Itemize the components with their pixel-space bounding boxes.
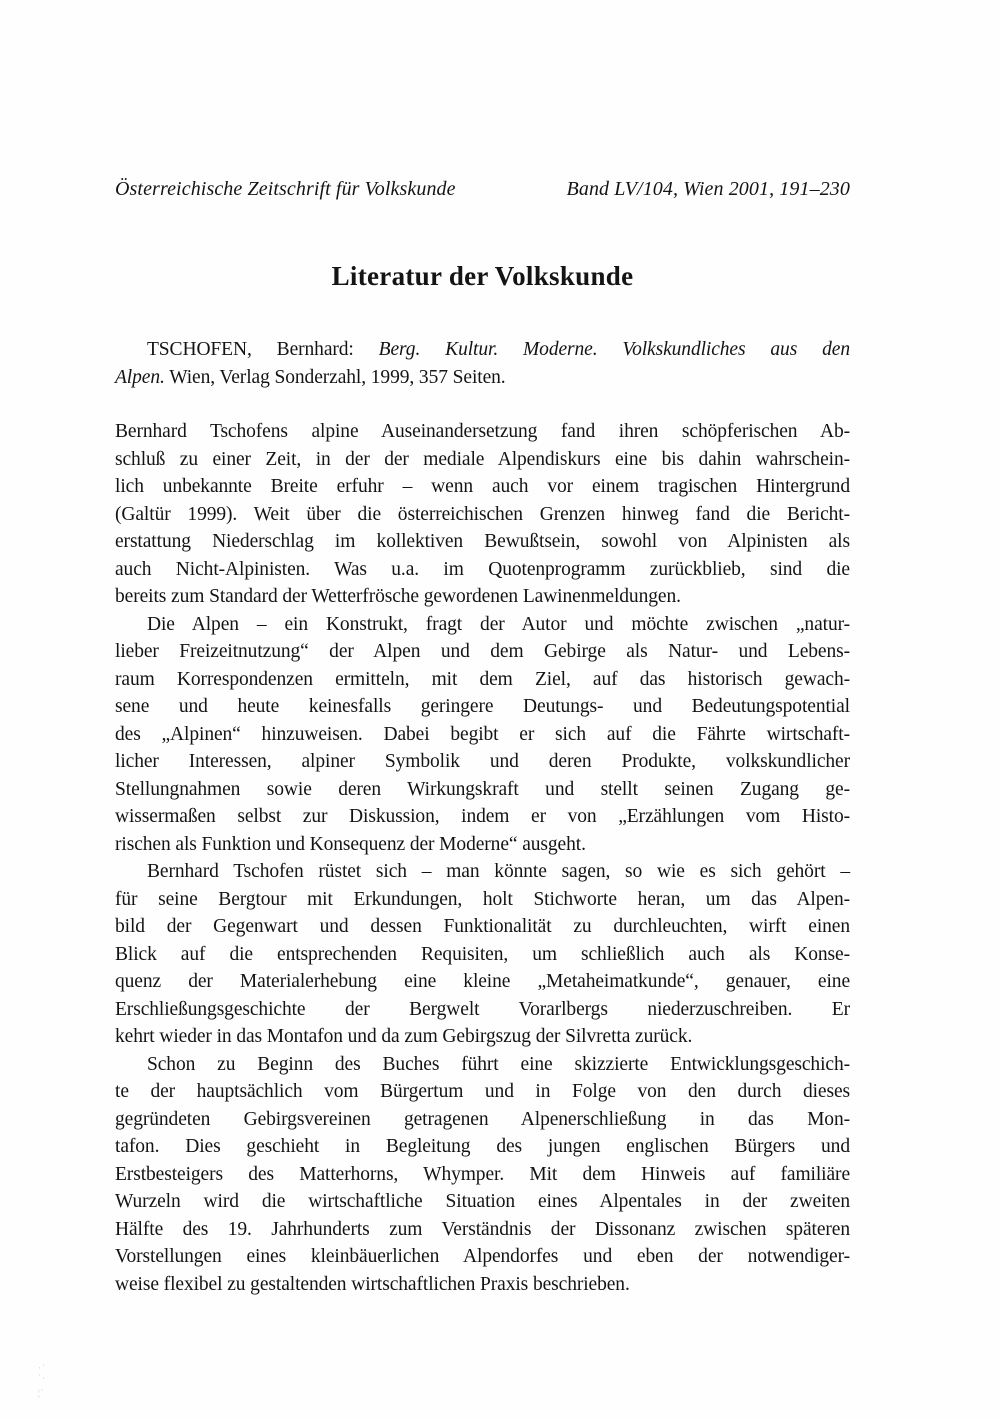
text-segment: für seine Bergtour mit Erkundungen, holt Stichworte heran, um das Alpen- — [115, 888, 850, 910]
text-segment: Blick auf die entsprechenden Requisiten, um schließlich auch als Konse- — [115, 943, 850, 965]
text-line — [115, 446, 850, 474]
text-segment: lieber Freizeitnutzung“ der Alpen und dem Gebirge als Natur- und Lebens- — [115, 641, 850, 662]
text-segment: Bernhard Tschofen rüstet sich – man könnte sagen, so wie es sich gehört – — [147, 861, 850, 882]
text-segment: erstattung Niederschlag im kollektiven Bewußtsein, sowohl von Alpinisten als — [115, 531, 850, 552]
text-segment: Erstbesteigers des Matterhorns, Whymper. Mit dem Hinweis auf familiäre — [115, 1163, 850, 1185]
text-segment: weise flexibel zu gestaltenden wirtschaftlichen Praxis beschrieben. — [115, 1273, 630, 1295]
text-segment: lich unbekannte Breite erfuhr – wenn auch vor einem tragischen Hintergrund — [115, 476, 850, 497]
text-line — [115, 1243, 850, 1271]
text-line — [115, 1216, 850, 1244]
journal-name: Österreichische Zeitschrift für Volkskunde — [115, 178, 456, 200]
text-segment: Schon zu Beginn des Buches führt eine skizzierte Entwicklungsgeschich- — [147, 1053, 850, 1075]
text-line — [115, 1051, 850, 1079]
text-line — [115, 1271, 850, 1299]
text-segment: schluß zu einer Zeit, in der der mediale Alpendiskurs eine bis dahin wahrschein- — [115, 448, 850, 470]
text-segment: quenz der Materialerhebung eine kleine „Metaheimatkunde“, genauer, eine — [115, 971, 850, 992]
text-line — [115, 941, 850, 969]
text-segment: Wien, Verlag Sonderzahl, 1999, 357 Seiten. — [164, 366, 506, 388]
italic-text-segment: Berg. Kultur. Moderne. Volkskundliches aus den — [378, 339, 850, 360]
text-segment: tafon. Dies geschieht in Begleitung des jungen englischen Bürgers und — [115, 1136, 850, 1157]
text-segment: Hälfte des 19. Jahrhunderts zum Verständnis der Dissonanz zwischen späteren — [115, 1218, 850, 1240]
text-line — [115, 1161, 850, 1189]
text-segment: Die Alpen – ein Konstrukt, fragt der Autor und möchte zwischen „natur- — [147, 613, 850, 635]
page-title: Literatur der Volkskunde — [331, 261, 634, 291]
paragraph — [115, 858, 850, 1051]
text-segment: TSCHOFEN, Bernhard: — [147, 339, 379, 360]
scan-artifact: ·˙ ˙· — [38, 1363, 46, 1383]
text-line — [115, 666, 850, 694]
text-line — [115, 556, 850, 584]
scan-artifact: ¦˙ — [38, 1388, 45, 1398]
text-line — [115, 336, 850, 364]
text-segment: Bernhard Tschofens alpine Auseinandersetzung fand ihren schöpferischen Ab- — [115, 421, 850, 442]
running-head — [115, 178, 850, 201]
text-line — [115, 583, 850, 611]
text-segment: Stellungnahmen sowie deren Wirkungskraft und stellt seinen Zugang ge- — [115, 778, 850, 800]
text-segment: te der hauptsächlich vom Bürgertum und in Folge von den durch dieses — [115, 1081, 850, 1102]
text-segment: auch Nicht-Alpinisten. Was u.a. im Quotenprogramm zurückblieb, sind die — [115, 558, 850, 580]
italic-text-segment: Alpen. — [115, 366, 165, 388]
text-line — [115, 776, 850, 804]
text-line — [115, 803, 850, 831]
text-line — [115, 1078, 850, 1106]
text-line — [115, 721, 850, 749]
text-segment: rischen als Funktion und Konsequenz der Moderne“ ausgeht. — [115, 833, 586, 855]
paragraph — [115, 1051, 850, 1299]
text-line — [115, 968, 850, 996]
text-segment: bereits zum Standard der Wetterfrösche gewordenen Lawinenmeldungen. — [115, 586, 681, 607]
text-line — [115, 1188, 850, 1216]
text-line — [115, 858, 850, 886]
text-line — [115, 748, 850, 776]
text-segment: sene und heute keinesfalls geringere Deutungs- und Bedeutungspotential — [115, 696, 850, 717]
text-line — [115, 1133, 850, 1161]
text-segment: Vorstellungen eines kleinbäuerlichen Alpendorfes und eben der notwendiger- — [115, 1246, 850, 1267]
article-body — [115, 336, 850, 1298]
text-line — [115, 886, 850, 914]
text-segment: raum Korrespondenzen ermitteln, mit dem Ziel, auf das historisch gewach- — [115, 668, 850, 690]
text-segment: (Galtür 1999). Weit über die österreichischen Grenzen hinweg fand die Bericht- — [115, 503, 850, 525]
text-segment: bild der Gegenwart und dessen Funktionalität zu durchleuchten, wirft einen — [115, 916, 850, 937]
paragraph — [115, 336, 850, 391]
paragraph — [115, 418, 850, 611]
text-segment: wissermaßen selbst zur Diskussion, indem er von „Erzählungen vom Histo- — [115, 806, 850, 827]
text-line — [115, 501, 850, 529]
text-segment: Erschließungsgeschichte der Bergwelt Vorarlbergs niederzuschreiben. Er — [115, 998, 850, 1020]
text-line — [115, 1023, 850, 1051]
text-segment: kehrt wieder in das Montafon und da zum Gebirgszug der Silvretta zurück. — [115, 1026, 693, 1047]
text-segment: licher Interessen, alpiner Symbolik und deren Produkte, volkskundlicher — [115, 751, 850, 772]
text-line — [115, 364, 850, 392]
paragraph — [115, 611, 850, 859]
text-segment: des „Alpinen“ hinzuweisen. Dabei begibt er sich auf die Fährte wirtschaft- — [115, 723, 850, 745]
text-line — [115, 528, 850, 556]
text-line — [115, 996, 850, 1024]
text-line — [115, 638, 850, 666]
issue-info: Band LV/104, Wien 2001, 191–230 — [566, 178, 850, 200]
text-line — [115, 913, 850, 941]
text-line — [115, 831, 850, 859]
text-line — [115, 1106, 850, 1134]
text-line — [115, 473, 850, 501]
text-line — [115, 611, 850, 639]
text-segment: Wurzeln wird die wirtschaftliche Situation eines Alpentales in der zweiten — [115, 1191, 850, 1212]
text-line — [115, 418, 850, 446]
text-segment: gegründeten Gebirgsvereinen getragenen Alpenerschließung in das Mon- — [115, 1108, 850, 1130]
text-line — [115, 693, 850, 721]
